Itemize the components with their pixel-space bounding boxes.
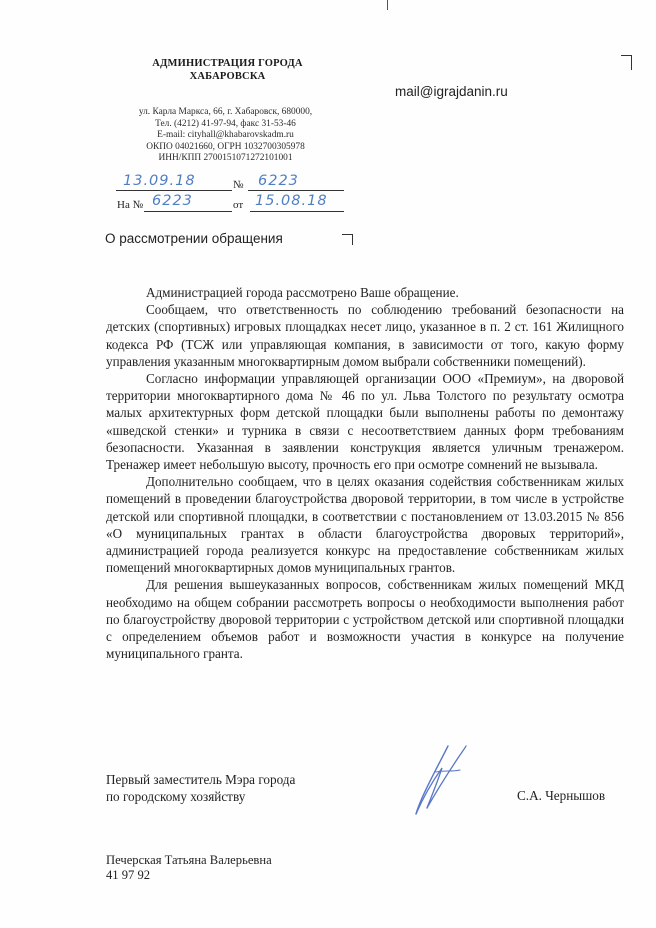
signatory-title <box>106 772 295 805</box>
subject-corner-mark <box>342 234 353 245</box>
ref-number-underline <box>144 211 232 212</box>
body-paragraph: Для решения вышеуказанных вопросов, собственникам жилых помещений МКД необходимо на общем собрании рассмотреть вопросы о необходимости выполнения работ по благоустройству дворовой территории с устройством детской или спортивной площадки с определением объемов работ и возможности участия в конкурсе на получение муниципального гранта. <box>106 577 624 662</box>
signatory-name: С.А. Чернышов <box>517 788 606 803</box>
email-line: E-mail: cityhall@khabarovskadm.ru <box>157 130 294 141</box>
letter-body <box>106 284 624 662</box>
okpo-line: ОКПО 04021660, ОГРН 1032700305978 <box>146 141 305 152</box>
registration-date: 13.09.18 <box>123 173 196 189</box>
phone-line: Тел. (4212) 41-97-94, факс 31-53-46 <box>155 118 296 129</box>
executor-info <box>106 853 272 883</box>
address-line: ул. Карла Маркса, 66, г. Хабаровск, 680000, <box>138 107 313 117</box>
address-corner-mark <box>621 55 632 70</box>
org-name-line-2: ХАБАРОВСКА <box>189 71 266 82</box>
recipient-email: mail@igrajdanin.ru <box>395 84 508 99</box>
body-paragraph: Сообщаем, что ответственность по соблюдению требований безопасности на детских (спортивных) игровых площадках несет лицо, указанное в п. 2 ст. 161 Жилищного кодекса РФ (ТСЖ или управляющая компания, в зависимости от того, какую форму управления указанным многоквартирным домом выбрали собственники помещений). <box>106 302 624 369</box>
ref-date: 15.08.18 <box>255 193 328 209</box>
date-underline <box>116 190 232 191</box>
letter-subject: О рассмотрении обращения <box>105 231 283 246</box>
executor-name: Печерская Татьяна Валерьевна <box>106 853 272 867</box>
body-paragraph: Дополнительно сообщаем, что в целях оказания содействия собственникам жилых помещений в проведении благоустройства дворовой территории, в том числе в устройстве детской или спортивной площадки, в соответствии с постановлением от 13.03.2015 № 856 «О муниципальных грантах в области благоустройства дворовых территорий», администрацией города реализуется конкурс на предоставление собственникам жилых помещений многоквартирных домов муниципальных грантов. <box>106 474 624 576</box>
fold-mark <box>387 0 388 10</box>
executor-phone: 41 97 92 <box>106 868 151 882</box>
org-name-line-1: АДМИНИСТРАЦИЯ ГОРОДА <box>152 58 303 69</box>
registration-number: 6223 <box>258 173 299 189</box>
ref-date-underline <box>250 211 344 212</box>
ref-number-label: На № <box>117 199 144 211</box>
organization-name <box>140 57 315 83</box>
ref-number: 6223 <box>152 193 193 209</box>
number-underline <box>248 190 344 191</box>
inn-line: ИНН/КПП 2700151071272101001 <box>158 153 293 164</box>
body-paragraph: Согласно информации управляющей организации ООО «Премиум», на дворовой территории многоквартирного дома № 46 по ул. Льва Толстого по результату осмотра малых архитектурных форм детской площадки были выполнены работы по демонтажу «шведской стенки» и турника в связи с несоответствием данных форм требованиям безопасности. Указанная в заявлении конструкция является уличным тренажером. Тренажер имеет небольшую высоту, прочность его при осмотре сомнений не вызывала. <box>106 371 624 473</box>
organization-address <box>118 107 333 165</box>
signatory-title-line-1: Первый заместитель Мэра города <box>106 772 296 787</box>
signatory-title-line-2: по городскому хозяйству <box>106 788 246 804</box>
handwritten-signature <box>400 742 480 818</box>
body-paragraph: Администрацией города рассмотрено Ваше обращение. <box>146 285 459 300</box>
number-label: № <box>233 179 244 191</box>
ref-date-label: от <box>233 199 244 211</box>
